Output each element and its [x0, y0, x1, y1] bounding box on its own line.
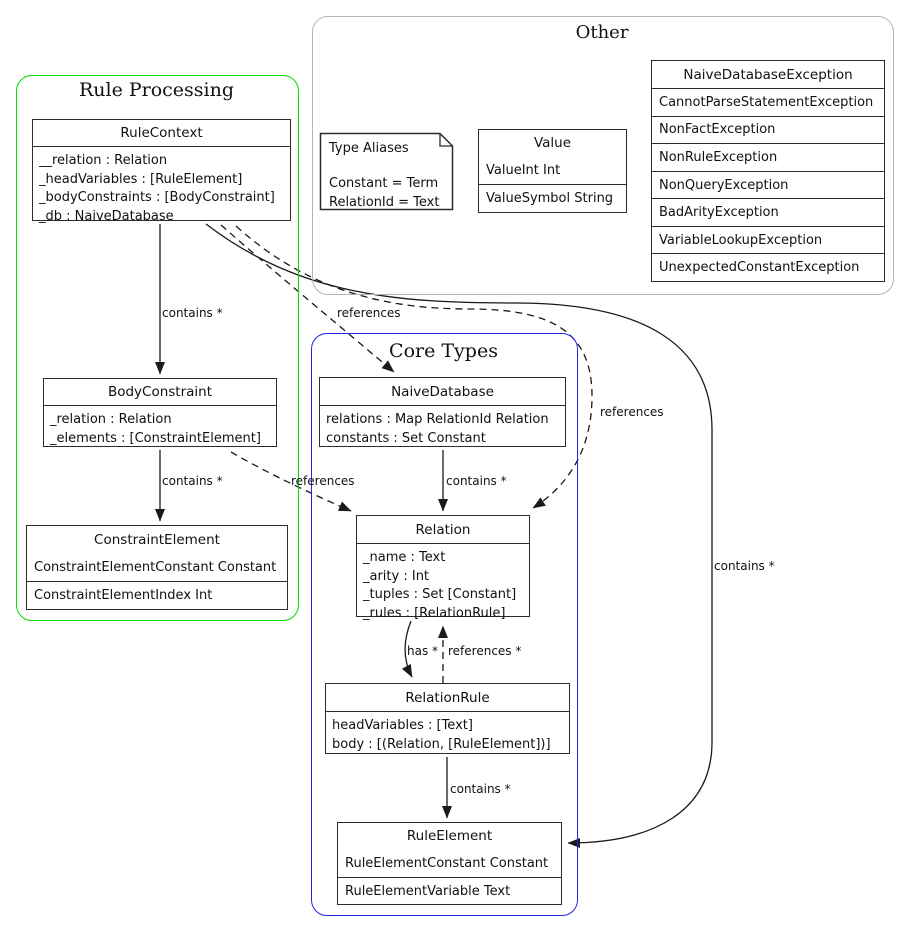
edge-label: references — [600, 405, 664, 419]
class-title-relationrule: RelationRule — [326, 684, 569, 712]
variant-row: ConstraintElementConstant Constant — [34, 559, 277, 575]
note-title: Type Aliases — [329, 141, 409, 156]
class-box-naivedatabase — [319, 377, 566, 447]
edge-rulecontext-references-naivedatabase — [221, 225, 394, 372]
edge-label: references — [337, 306, 401, 320]
class-attribute: constants : Set Constant — [326, 430, 486, 446]
class-attribute: _headVariables : [RuleElement] — [39, 171, 243, 187]
edge-label: references * — [448, 644, 522, 658]
exception-row: UnexpectedConstantException — [652, 253, 884, 281]
class-title-value: Value — [533, 135, 572, 151]
class-attribute: _bodyConstraints : [BodyConstraint] — [39, 190, 275, 205]
variant-row: RuleElementConstant Constant — [345, 855, 549, 871]
class-title-ruleelement: RuleElement — [406, 828, 493, 844]
class-attribute: _db : NaiveDatabase — [39, 208, 174, 224]
class-attribute: headVariables : [Text] — [332, 718, 473, 733]
exception-row: CannotParseStatementException — [652, 88, 884, 116]
variant-row: ValueSymbol String — [479, 184, 626, 212]
exception-row: NonFactException — [652, 116, 884, 144]
class-attrs-naivedatabase — [320, 406, 565, 446]
edge-label: contains * — [446, 474, 507, 488]
type-aliases-note — [329, 139, 449, 212]
edge-rulecontext-references-relation — [236, 226, 592, 508]
group-title-other: Other — [575, 22, 629, 43]
variant-row: RuleElementVariable Text — [338, 877, 561, 904]
class-attribute: _elements : [ConstraintElement] — [50, 430, 261, 446]
group-title-rule-processing: Rule Processing — [78, 79, 235, 101]
class-box-relationrule — [325, 683, 570, 754]
class-title-naivedatabase: NaiveDatabase — [320, 378, 565, 406]
class-box-relation — [356, 515, 530, 621]
class-title-exceptions: NaiveDatabaseException — [683, 66, 853, 83]
class-box-rulecontext — [32, 119, 291, 224]
class-box-bodyconstraint — [43, 378, 277, 447]
class-title-relation: Relation — [357, 516, 529, 544]
class-attrs-relation — [357, 544, 529, 621]
class-title-rulecontext: RuleContext — [33, 120, 290, 147]
note-line: Constant = Term — [329, 176, 439, 191]
edge-label: contains * — [450, 782, 511, 796]
class-box-constraintelement — [26, 525, 288, 610]
class-attribute: _relation : Relation — [50, 412, 172, 427]
edge-label: contains * — [162, 306, 223, 320]
edge-label: contains * — [162, 474, 223, 488]
edge-label: has * — [407, 644, 439, 658]
class-attrs-bodyconstraint — [44, 406, 276, 446]
class-attribute: __relation : Relation — [39, 153, 168, 168]
exception-row: BadArityException — [652, 198, 884, 226]
class-attribute: body : [(Relation, [RuleElement])] — [332, 736, 551, 752]
class-box-value — [478, 129, 627, 213]
class-attribute: _tuples : Set [Constant] — [363, 587, 517, 602]
class-title-bodyconstraint: BodyConstraint — [44, 379, 276, 406]
variant-row: ValueInt Int — [486, 162, 561, 178]
note-line: RelationId = Text — [329, 195, 440, 210]
edge-label: contains * — [714, 559, 775, 573]
edge-label: references — [291, 474, 355, 488]
class-attribute: _rules : [RelationRule] — [363, 605, 506, 621]
exception-row: NonRuleException — [652, 143, 884, 171]
exception-row: VariableLookupException — [652, 226, 884, 254]
class-attribute: relations : Map RelationId Relation — [326, 412, 549, 427]
class-attrs-rulecontext — [33, 147, 290, 224]
variant-row: ConstraintElementIndex Int — [27, 581, 287, 609]
group-title-core-types: Core Types — [389, 340, 498, 362]
class-box-exceptions — [651, 60, 885, 282]
class-title-constraintelement: ConstraintElement — [94, 531, 220, 548]
class-box-ruleelement — [337, 822, 562, 905]
class-attribute: _name : Text — [363, 550, 446, 565]
exception-row: NonQueryException — [652, 171, 884, 199]
class-attribute: _arity : Int — [363, 568, 430, 584]
class-attrs-relationrule — [326, 712, 569, 753]
